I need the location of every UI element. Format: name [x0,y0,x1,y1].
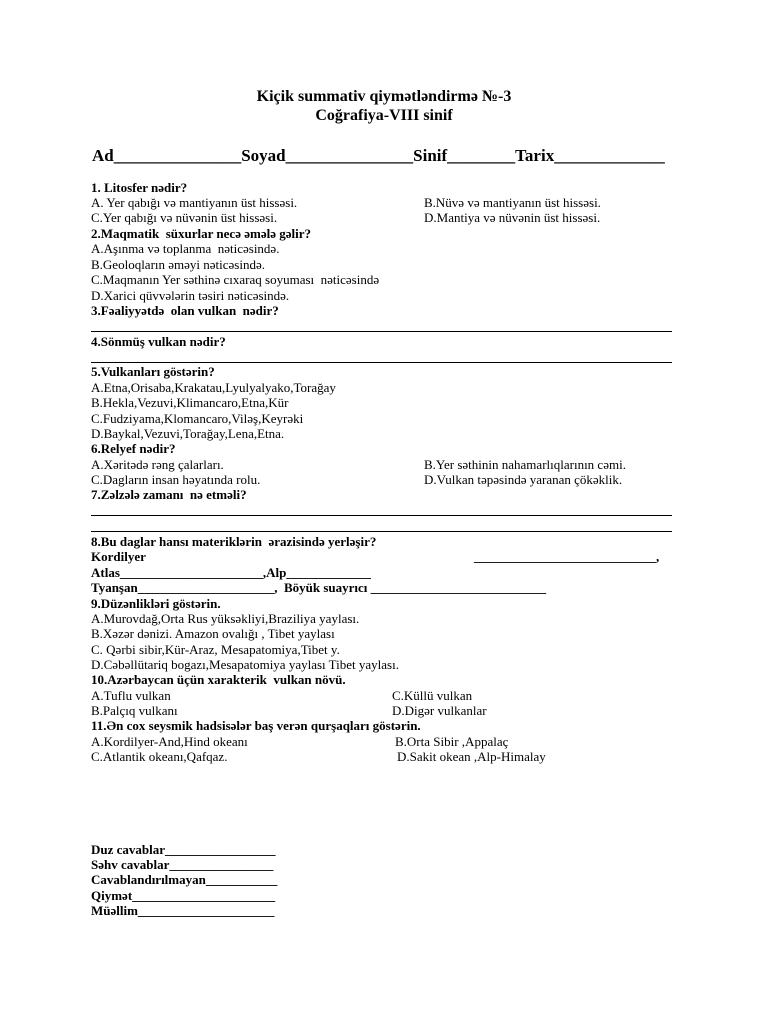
q11-option-c[interactable]: C.Atlantik okeanı,Qafqaz. [91,749,228,764]
q5-option-b[interactable]: B.Hekla,Vezuvi,Klimancaro,Etna,Kür [91,395,289,410]
q1-option-a[interactable]: A. Yer qabığı və mantiyanın üst hissəsi. [91,195,298,210]
q10-option-d[interactable]: D.Digər vulkanlar [392,703,487,718]
q8-tyansan-line[interactable]: Tyanşan_____________________, Böyük suayrıcı ___________________________ [91,580,547,595]
question-2: 2.Maqmatik süxurlar necə əmələ gəlir? [91,226,311,241]
q9-option-d[interactable]: D.Cəbəllütariq bogazı,Mesapatomiya yaylası Tibet yaylası. [91,657,399,672]
q1-option-d[interactable]: D.Mantiya və nüvənin üst hissəsi. [424,210,601,225]
footer-grade[interactable]: Qiymət______________________ [91,888,276,903]
q9-option-c[interactable]: C. Qərbi sibir,Kür-Araz, Mesapatomiya,Tibet y. [91,642,340,657]
q2-option-d[interactable]: D.Xarici qüvvələrin təsiri nəticəsində. [91,288,290,303]
question-3: 3.Fəaliyyətdə olan vulkan nədir? [91,303,279,318]
q2-option-a[interactable]: A.Aşınma və toplanma nəticəsində. [91,241,280,256]
q8-kordilyer-blank[interactable]: ____________________________, [474,549,660,564]
q1-option-c[interactable]: C.Yer qabığı və nüvənin üst hissəsi. [91,210,278,225]
q3-answer-line[interactable] [91,331,672,332]
question-9: 9.Düzənlikləri göstərin. [91,596,221,611]
q2-option-c[interactable]: C.Maqmanın Yer səthinə cıxaraq soyuması nəticəsində [91,272,380,287]
footer-teacher[interactable]: Müəllim_____________________ [91,903,275,918]
q10-option-c[interactable]: C.Küllü vulkan [392,688,473,703]
q11-option-d[interactable]: D.Sakit okean ,Alp-Himalay [397,749,546,764]
q11-option-b[interactable]: B.Orta Sibir ,Appalaç [395,734,509,749]
student-info-line[interactable]: Ad_______________Soyad_______________Sinif________Tarix_____________ [92,146,665,165]
q7-answer-line-1[interactable] [91,515,672,516]
question-1: 1. Litosfer nədir? [91,180,188,195]
q5-option-c[interactable]: C.Fudziyama,Klomancaro,Viləş,Keyrəki [91,411,304,426]
q9-option-b[interactable]: B.Xəzər dənizi. Amazon ovalığı , Tibet yaylası [91,626,335,641]
q6-option-a[interactable]: A.Xəritədə rəng çalarları. [91,457,224,472]
title-line-1: Kiçik summativ qiymətləndirmə №-3 [256,88,512,105]
q7-answer-line-2[interactable] [91,531,672,532]
q10-option-b[interactable]: B.Palçıq vulkanı [91,703,178,718]
q6-option-b[interactable]: B.Yer səthinin nahamarlıqlarının cəmi. [424,457,626,472]
q4-answer-line[interactable] [91,362,672,363]
question-10: 10.Azərbaycan üçün xarakterik vulkan növü. [91,672,346,687]
q11-option-a[interactable]: A.Kordilyer-And,Hind okeanı [91,734,248,749]
question-7: 7.Zəlzələ zamanı nə etməli? [91,487,247,502]
footer-wrong-answers[interactable]: Səhv cavablar________________ [91,857,274,872]
q1-option-b[interactable]: B.Nüvə və mantiyanın üst hissəsi. [424,195,601,210]
q5-option-a[interactable]: A.Etna,Orisaba,Krakatau,Lyulyalyako,Torağay [91,380,336,395]
question-6: 6.Relyef nədir? [91,441,176,456]
q8-atlas-alp-line[interactable]: Atlas______________________,Alp_____________ [91,565,371,580]
question-8: 8.Bu daglar hansı materiklərin ərazisində yerləşir? [91,534,377,549]
question-11: 11.Ən cox seysmik hadsisələr baş verən qurşaqları göstərin. [91,718,421,733]
question-4: 4.Sönmüş vulkan nədir? [91,334,226,349]
footer-unanswered[interactable]: Cavablandırılmayan___________ [91,872,278,887]
q10-option-a[interactable]: A.Tuflu vulkan [91,688,171,703]
q9-option-a[interactable]: A.Murovdağ,Orta Rus yüksəkliyi,Braziliya yaylası. [91,611,360,626]
q6-option-c[interactable]: C.Dagların insan həyatında rolu. [91,472,261,487]
q2-option-b[interactable]: B.Geoloqların əməyi nəticəsində. [91,257,266,272]
q6-option-d[interactable]: D.Vulkan təpəsində yaranan çökəklik. [424,472,623,487]
q8-kordilyer-label: Kordilyer [91,549,146,564]
footer-correct-answers[interactable]: Duz cavablar_________________ [91,842,276,857]
q5-option-d[interactable]: D.Baykal,Vezuvi,Torağay,Lena,Etna. [91,426,285,441]
title-line-2: Coğrafiya-VIII sinif [315,107,453,124]
question-5: 5.Vulkanları göstərin? [91,364,215,379]
